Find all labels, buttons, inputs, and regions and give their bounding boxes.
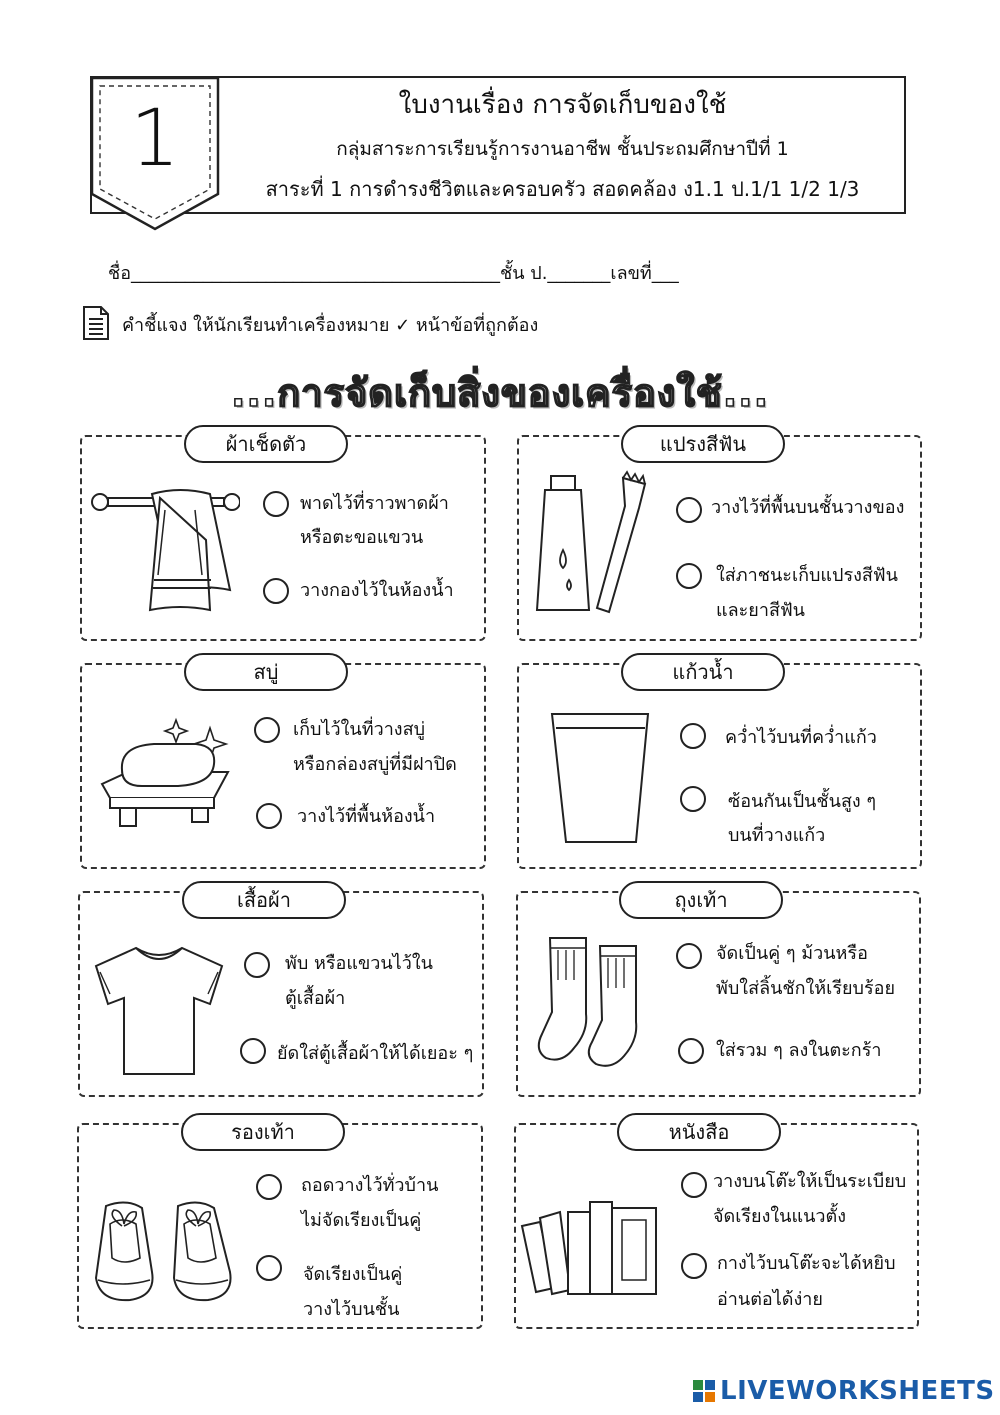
option-text: วางไว้ที่พื้นบนชั้นวางของ xyxy=(711,497,905,518)
name-class-number-line[interactable]: ชื่อ_________________________________________ชั้น ป._______เลขที่___ xyxy=(108,263,679,284)
card-label: เสื้อผ้า xyxy=(182,881,346,919)
option-radio[interactable] xyxy=(676,563,702,589)
option-radio[interactable] xyxy=(680,786,706,812)
glass-illustration xyxy=(548,706,654,846)
option-text: เก็บไว้ในที่วางสบู่ xyxy=(293,719,426,740)
card-label: หนังสือ xyxy=(617,1113,781,1151)
card-label: รองเท้า xyxy=(181,1113,345,1151)
option-text: ใส่รวม ๆ ลงในตะกร้า xyxy=(716,1040,882,1061)
books-illustration xyxy=(516,1190,666,1302)
option-radio[interactable] xyxy=(244,952,270,978)
option-radio[interactable] xyxy=(263,491,289,517)
option-radio[interactable] xyxy=(676,497,702,523)
option-radio[interactable] xyxy=(254,717,280,743)
worksheet-heading: ใบงานเรื่อง การจัดเก็บของใช้ xyxy=(398,90,727,120)
option-text: ยัดใส่ตู้เสื้อผ้าให้ได้เยอะ ๆ xyxy=(277,1043,474,1064)
option-text: พับ หรือแขวนไว้ใน xyxy=(285,953,433,974)
option-text: คว่ำไว้บนที่คว่ำแก้ว xyxy=(725,727,877,748)
option-text: ถอดวางไว้ทั่วบ้าน xyxy=(301,1175,439,1196)
option-text: ไม่จัดเรียงเป็นคู่ xyxy=(301,1210,422,1231)
option-text: วางไว้ที่พื้นห้องน้ำ xyxy=(297,806,436,827)
option-text: ซ้อนกันเป็นชั้นสูง ๆ xyxy=(728,791,877,812)
card-label: แก้วน้ำ xyxy=(621,653,785,691)
card-label: ถุงเท้า xyxy=(619,881,783,919)
instruction-text: คำชี้แจง ให้นักเรียนทำเครื่องหมาย ✓ หน้าข้อที่ถูกต้อง xyxy=(122,315,539,336)
option-radio[interactable] xyxy=(256,803,282,829)
option-text: บนที่วางแก้ว xyxy=(728,825,826,846)
option-text: ใส่ภาชนะเก็บแปรงสีฟัน xyxy=(716,565,898,586)
shoes-illustration xyxy=(92,1196,238,1306)
soap-illustration xyxy=(98,712,238,837)
socks-illustration xyxy=(534,932,664,1072)
towel-illustration xyxy=(90,480,240,620)
toothpaste-toothbrush-illustration xyxy=(535,470,665,620)
option-radio[interactable] xyxy=(676,943,702,969)
option-radio[interactable] xyxy=(678,1038,704,1064)
option-text: หรือกล่องสบู่ที่มีฝาปิด xyxy=(293,754,457,775)
card-label: ผ้าเช็ดตัว xyxy=(184,425,348,463)
option-text: อ่านต่อได้ง่าย xyxy=(717,1289,823,1310)
option-text: และยาสีฟัน xyxy=(716,600,805,621)
option-radio[interactable] xyxy=(680,723,706,749)
liveworksheets-logo-icon xyxy=(692,1378,716,1404)
option-text: วางบนโต๊ะให้เป็นระเบียบ xyxy=(713,1171,907,1192)
option-text: จัดเรียงเป็นคู่ xyxy=(303,1264,403,1285)
option-text: วางไว้บนชั้น xyxy=(303,1299,400,1320)
option-text: จัดเป็นคู่ ๆ ม้วนหรือ xyxy=(716,943,868,964)
shirt-illustration xyxy=(86,940,232,1080)
option-text: ตู้เสื้อผ้า xyxy=(285,988,346,1009)
option-text: จัดเรียงในแนวตั้ง xyxy=(713,1206,846,1227)
badge-number: 1 xyxy=(130,94,180,184)
document-icon xyxy=(82,305,110,341)
card-label: สบู่ xyxy=(184,653,348,691)
option-radio[interactable] xyxy=(256,1255,282,1281)
card-label: แปรงสีฟัน xyxy=(621,425,785,463)
option-text: กางไว้บนโต๊ะจะได้หยิบ xyxy=(717,1253,896,1274)
option-radio[interactable] xyxy=(681,1172,707,1198)
option-text: วางกองไว้ในห้องน้ำ xyxy=(300,580,454,601)
option-text: พับใส่ลิ้นชักให้เรียบร้อย xyxy=(716,978,895,999)
option-text: หรือตะขอแขวน xyxy=(300,527,424,548)
standard-line: สาระที่ 1 การดำรงชีวิตและครอบครัว สอดคล้อง ง1.1 ป.1/1 1/2 1/3 xyxy=(265,177,860,201)
worksheet-title: ...การจัดเก็บสิ่งของเครื่องใช้... xyxy=(230,371,770,415)
option-radio[interactable] xyxy=(263,578,289,604)
option-radio[interactable] xyxy=(256,1174,282,1200)
option-radio[interactable] xyxy=(240,1038,266,1064)
footer-brand: LIVEWORKSHEETS xyxy=(720,1376,995,1406)
option-text: พาดไว้ที่ราวพาดผ้า xyxy=(300,493,449,514)
subject-line: กลุ่มสาระการเรียนรู้การงานอาชีพ ชั้นประถมศึกษาปีที่ 1 xyxy=(336,138,789,160)
option-radio[interactable] xyxy=(681,1253,707,1279)
